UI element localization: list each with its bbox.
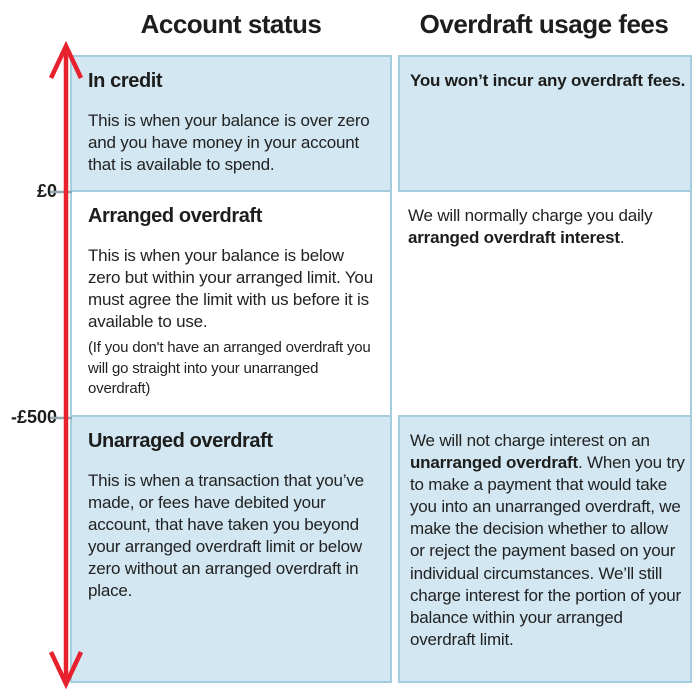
in-credit-title: In credit xyxy=(88,70,163,92)
arranged-overdraft-description: This is when your balance is below zero but within your arranged limit. You must agree the limit with us before it is available to use. xyxy=(88,246,373,332)
arranged-fees-post: . xyxy=(619,228,625,248)
unarranged-overdraft-description: This is when a transaction that you’ve made, or fees have debited your account, that have taken you beyond your arranged overdraft limit or below zero without an arranged overdraft in place. xyxy=(88,471,364,601)
in-credit-description: This is when your balance is over zero and you have money in your account that is available to spend. xyxy=(88,111,370,175)
arranged-fees-bold: arranged overdraft interest xyxy=(408,228,620,248)
arranged-overdraft-title: Arranged overdraft xyxy=(88,205,262,227)
unarranged-fees-post: . When you try to make a payment that would take you into an unarranged overdraft, we make the decision whether to allow or reject the payment based on your individual circumstances. We’ll still charge interest for the portion of your balance within your arranged overdraft limit. xyxy=(410,453,685,649)
axis-tick-label-minus-500: -£500 xyxy=(10,407,57,427)
column-header-account-status: Account status xyxy=(140,9,322,39)
cell-arranged-overdraft-status xyxy=(72,192,390,417)
column-header-overdraft-usage-fees: Overdraft usage fees xyxy=(419,9,669,39)
arranged-overdraft-fees-text xyxy=(408,205,687,249)
arranged-fees-pre: We will normally charge you daily xyxy=(408,206,653,225)
cell-unarranged-overdraft-fees xyxy=(398,417,690,681)
axis-tick-label-zero: £0 xyxy=(36,181,57,201)
in-credit-fees-text xyxy=(410,70,687,92)
cell-unarranged-overdraft-status xyxy=(72,417,390,681)
unarranged-overdraft-title: Unarraged overdraft xyxy=(88,430,273,452)
overdraft-fees-column xyxy=(398,55,692,683)
unarranged-fees-pre: We will not charge interest on an xyxy=(410,431,650,450)
unarranged-fees-bold: unarranged overdraft xyxy=(410,453,578,473)
cell-in-credit-status xyxy=(72,57,390,192)
in-credit-fees-bold: You won’t incur any overdraft fees. xyxy=(410,71,686,90)
account-status-column xyxy=(70,55,392,683)
arranged-overdraft-note: (If you don't have an arranged overdraft you will go straight into your unarranged overdraft) xyxy=(88,339,371,398)
cell-arranged-overdraft-fees xyxy=(398,192,690,417)
cell-in-credit-fees xyxy=(398,57,690,192)
unarranged-overdraft-fees-text xyxy=(410,430,687,651)
